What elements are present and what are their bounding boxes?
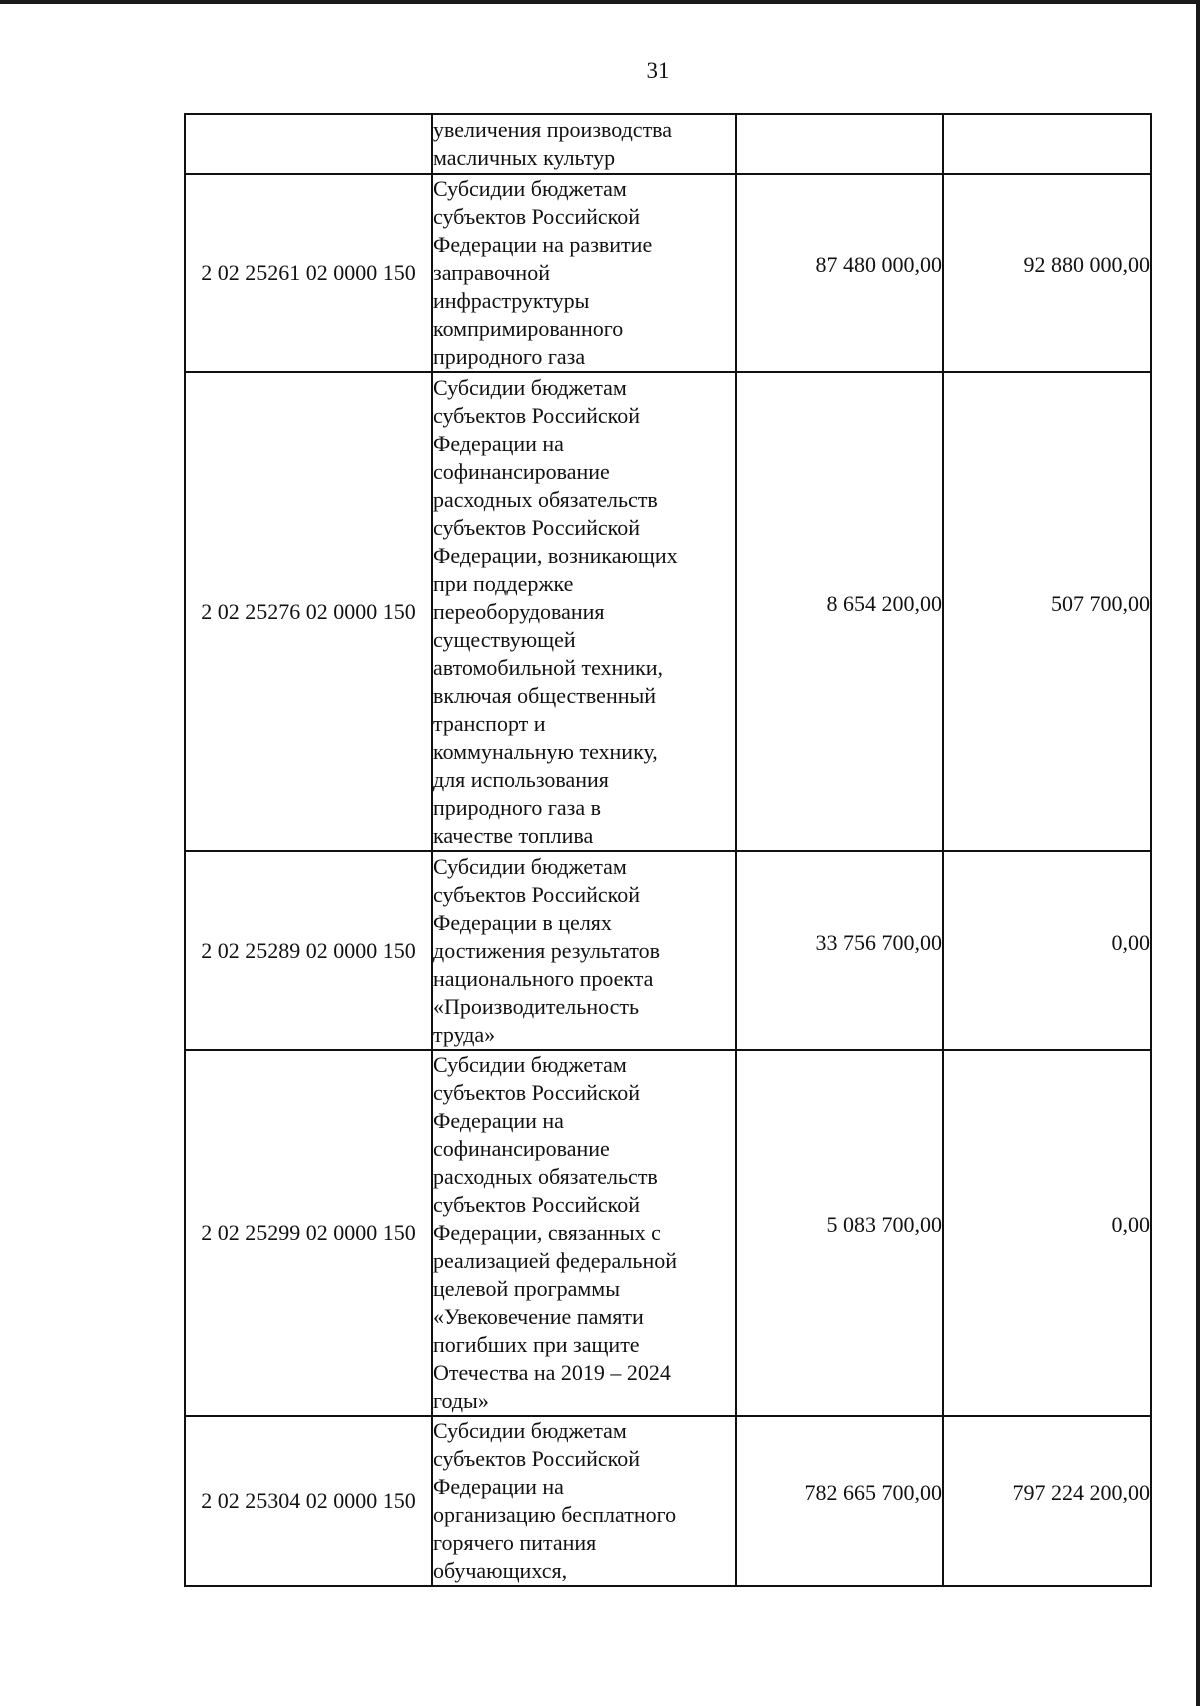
table-row xyxy=(185,1416,1151,1586)
row-amount-1 xyxy=(736,372,943,851)
row-description xyxy=(432,372,736,851)
row-amount-1 xyxy=(736,1050,943,1416)
row-amount-1-text: 782 665 700,00 xyxy=(804,1480,942,1505)
row-amount-2 xyxy=(943,1416,1151,1586)
row-description-text: Субсидии бюджетам субъектов Российской Федерации в целях достижения результатов национального проекта «Производительность труда» xyxy=(433,853,660,1047)
row-description xyxy=(432,851,736,1050)
row-code xyxy=(185,114,432,174)
row-amount-2 xyxy=(943,114,1151,174)
table-row xyxy=(185,174,1151,372)
table-row xyxy=(185,1050,1151,1416)
row-amount-1 xyxy=(736,174,943,372)
row-amount-2-text: 507 700,00 xyxy=(1051,590,1150,616)
row-amount-2-text: 0,00 xyxy=(1111,1212,1150,1237)
table-row xyxy=(185,114,1151,174)
row-description-text: Субсидии бюджетам субъектов Российской Федерации на софинансирование расходных обязательств субъектов Российской Федерации, возникающих при поддержке переоборудования существующей автомобильной техники, включая общественный транспорт и коммунальную технику, для использования природного газа в качестве топлива xyxy=(433,374,678,848)
row-amount-1 xyxy=(736,114,943,174)
row-amount-2-text: 797 224 200,00 xyxy=(1012,1480,1150,1505)
row-amount-2 xyxy=(943,174,1151,372)
row-description-text: Субсидии бюджетам субъектов Российской Федерации на организацию бесплатного горячего питания обучающихся, xyxy=(433,1418,677,1583)
row-code: 2 02 25299 02 0000 150 xyxy=(185,1050,432,1416)
table-row xyxy=(185,851,1151,1050)
row-description xyxy=(432,174,736,372)
row-description xyxy=(432,114,736,174)
table-row xyxy=(185,372,1151,851)
row-amount-2-text: 92 880 000,00 xyxy=(1023,252,1150,277)
row-description xyxy=(432,1416,736,1586)
row-amount-2-text: 0,00 xyxy=(1111,929,1150,955)
row-code: 2 02 25304 02 0000 150 xyxy=(185,1416,432,1586)
row-amount-1 xyxy=(736,851,943,1050)
row-description-text: увеличения производства масличных культур xyxy=(433,117,673,170)
row-amount-1 xyxy=(736,1416,943,1586)
row-amount-1-text: 8 654 200,00 xyxy=(826,590,942,616)
row-amount-2 xyxy=(943,1050,1151,1416)
row-amount-1-text: 5 083 700,00 xyxy=(826,1212,942,1237)
row-description-text: Субсидии бюджетам субъектов Российской Федерации на софинансирование расходных обязательств субъектов Российской Федерации, связанных с реализацией федеральной целевой программы «Увековечение памяти погибших при защите Отечества на 2019 – 2024 годы» xyxy=(433,1052,677,1413)
page-number: 31 xyxy=(646,58,670,83)
row-amount-1-text: 87 480 000,00 xyxy=(815,252,942,277)
scan-top-edge xyxy=(0,0,1200,4)
budget-table xyxy=(184,113,1152,1587)
row-amount-1-text: 33 756 700,00 xyxy=(815,929,942,955)
row-code: 2 02 25289 02 0000 150 xyxy=(185,851,432,1050)
row-amount-2 xyxy=(943,851,1151,1050)
row-description-text: Субсидии бюджетам субъектов Российской Федерации на развитие заправочной инфраструктуры компримированного природного газа xyxy=(433,176,653,369)
row-code: 2 02 25261 02 0000 150 xyxy=(185,174,432,372)
row-amount-2 xyxy=(943,372,1151,851)
row-code: 2 02 25276 02 0000 150 xyxy=(185,372,432,851)
scan-right-edge xyxy=(1196,0,1200,1706)
row-description xyxy=(432,1050,736,1416)
